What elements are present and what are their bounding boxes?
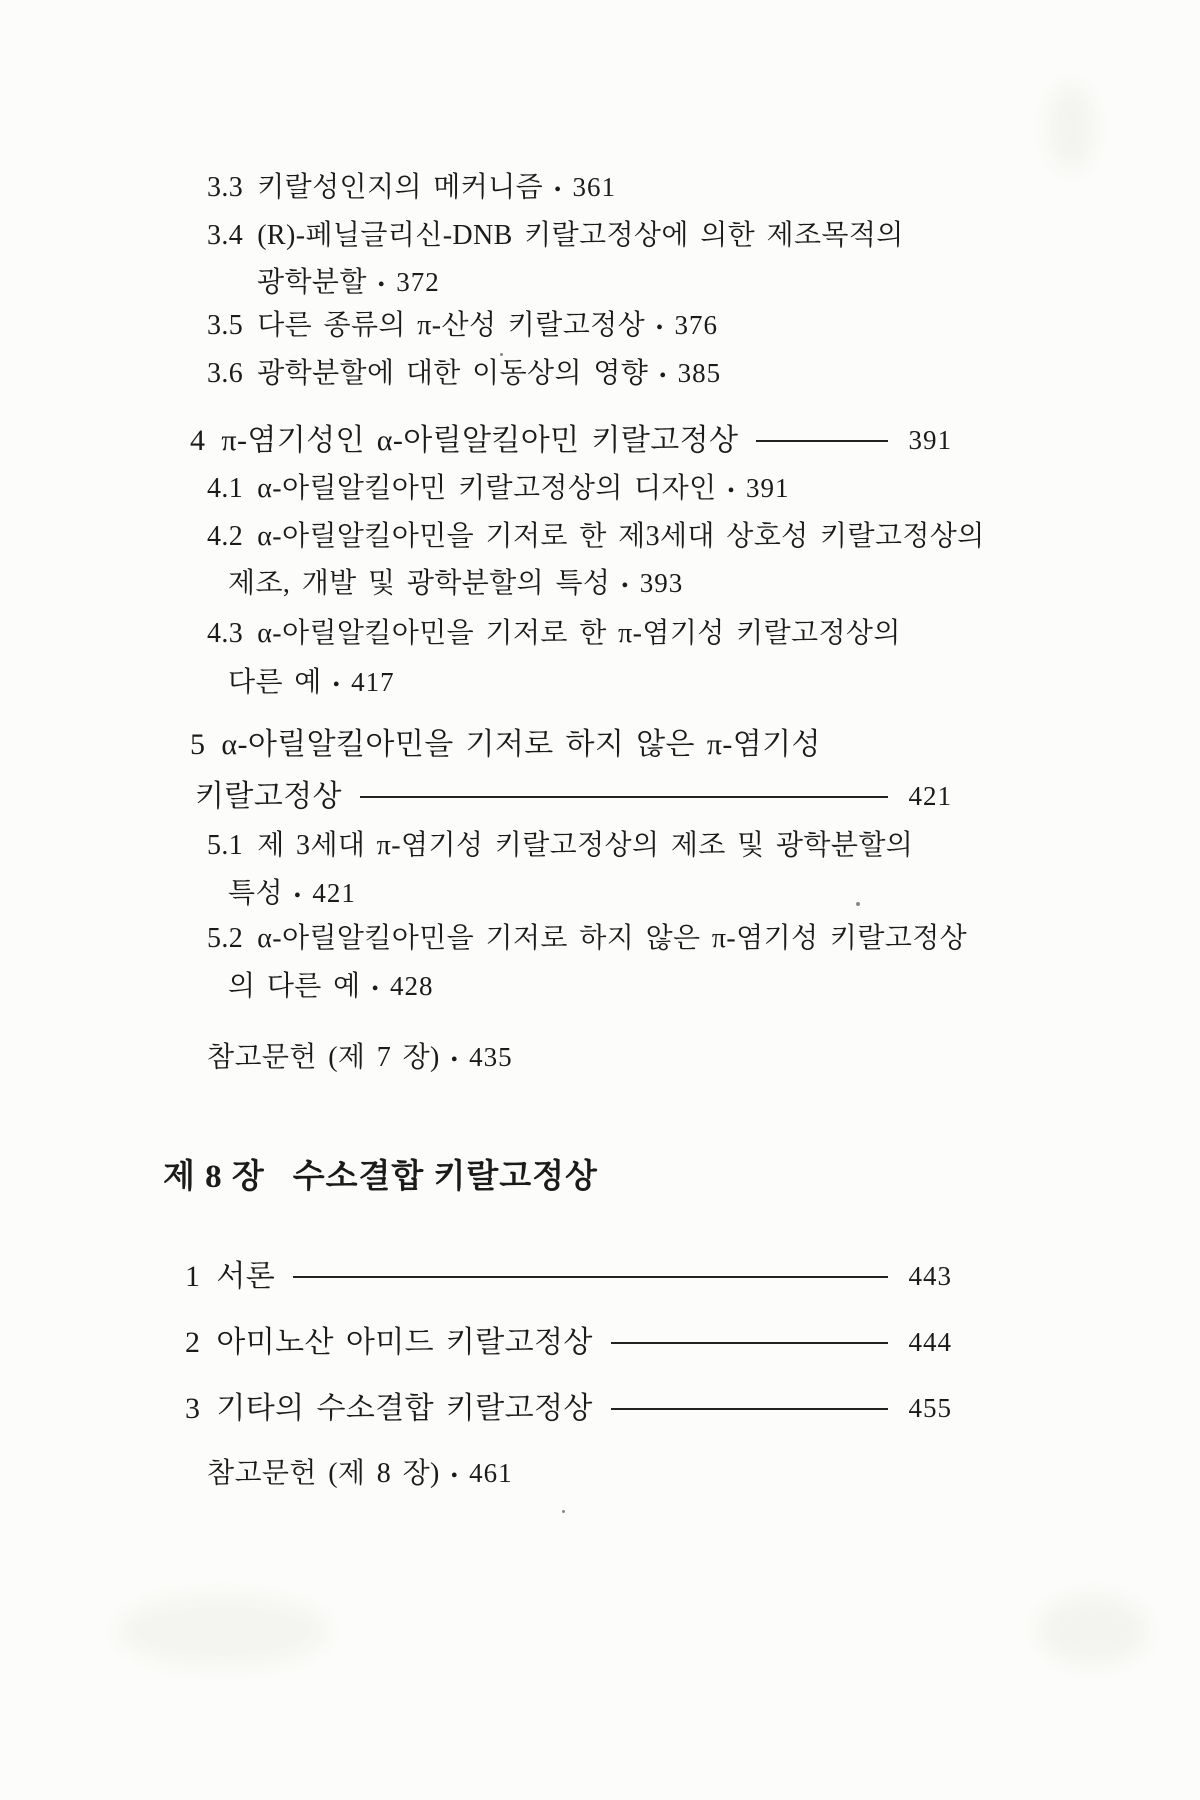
entry-page: 391: [908, 424, 952, 455]
entry-number: 1: [185, 1260, 201, 1293]
chapter-heading: [163, 1150, 598, 1197]
entry-page: 372: [396, 267, 440, 297]
leader-line: [360, 796, 888, 798]
entry-page: 461: [469, 1458, 513, 1488]
toc-entry-continuation: [228, 969, 434, 1004]
entry-page: 385: [677, 358, 722, 388]
entry-title: α-아릴알킬아민을 기저로 한 π-염기성 키랄고정상의: [257, 618, 901, 649]
entry-page: 444: [908, 1326, 952, 1357]
entry-title: 광학분할: [257, 267, 367, 298]
toc-entry-continuation: [195, 778, 952, 816]
entry-title: 의 다른 예: [228, 971, 361, 1002]
toc-entry: [207, 218, 904, 253]
toc-entry-continuation: [228, 566, 683, 601]
scan-artifact: [1038, 1595, 1148, 1665]
bullet-separator: •: [656, 317, 664, 339]
entry-title: (R)-페닐글리신-DNB 키랄고정상에 의한 제조목적의: [257, 220, 904, 251]
scan-speck: [856, 902, 860, 906]
toc-references-entry: [207, 1040, 513, 1075]
toc-entry: [190, 726, 821, 764]
chapter-title: 수소결합 키랄고정상: [292, 1159, 598, 1195]
entry-title: 기타의 수소결합 키랄고정상: [216, 1392, 593, 1425]
entry-number: 3: [185, 1392, 201, 1425]
entry-page: 421: [908, 780, 952, 811]
entry-page: 428: [390, 971, 434, 1001]
toc-entry-continuation: [257, 265, 440, 300]
toc-entry: [190, 422, 952, 460]
entry-title: 키랄성인지의 메커니즘: [257, 172, 544, 203]
entry-title: 아미노산 아미드 키랄고정상: [216, 1326, 593, 1359]
toc-entry: [185, 1324, 952, 1362]
entry-number: 3.6: [207, 358, 244, 389]
toc-entry: [185, 1390, 952, 1428]
entry-title: α-아릴알킬아민을 기저로 하지 않은 π-염기성: [221, 728, 821, 761]
toc-entry: [207, 519, 985, 554]
entry-number: 3.3: [207, 172, 244, 203]
entry-number: 2: [185, 1326, 201, 1359]
entry-page: 361: [572, 172, 616, 202]
toc-entry: [185, 1258, 952, 1296]
entry-number: 3.5: [207, 310, 244, 341]
leader-line: [756, 440, 888, 442]
entry-number: 3.4: [207, 220, 244, 251]
bullet-separator: •: [621, 575, 629, 597]
entry-number: 5.2: [207, 923, 244, 954]
entry-title: 제 3세대 π-염기성 키랄고정상의 제조 및 광학분할의: [257, 830, 914, 861]
entry-number: 4.1: [207, 473, 244, 504]
toc-entry: [207, 308, 718, 343]
entry-title: 광학분할에 대한 이동상의 영향: [257, 358, 649, 389]
leader-line: [611, 1342, 888, 1344]
toc-entry: [207, 471, 789, 506]
bullet-separator: •: [450, 1049, 459, 1071]
toc-entry: [207, 828, 913, 863]
entry-number: 5: [190, 728, 206, 761]
toc-entry: [207, 356, 721, 391]
scan-artifact: [118, 1595, 328, 1667]
leader-line: [611, 1408, 888, 1410]
toc-references-entry: [207, 1456, 513, 1491]
bullet-separator: •: [727, 480, 735, 502]
bullet-separator: •: [450, 1465, 459, 1487]
entry-page: 421: [312, 878, 356, 908]
bullet-separator: •: [371, 978, 379, 1000]
scan-artifact: [1048, 85, 1094, 170]
toc-entry: [207, 616, 901, 651]
chapter-number: 제 8 장: [163, 1159, 265, 1195]
entry-page: 417: [351, 667, 395, 697]
entry-page: 391: [745, 473, 790, 503]
entry-title: 다른 종류의 π-산성 키랄고정상: [257, 310, 646, 341]
toc-entry: [207, 170, 616, 205]
entry-title: 다른 예: [228, 667, 322, 698]
entry-title: 특성: [228, 878, 283, 909]
entry-number: 5.1: [207, 830, 244, 861]
toc-entry-continuation: [228, 876, 356, 911]
entry-page: 455: [908, 1392, 952, 1423]
entry-number: 4: [190, 424, 206, 457]
entry-title: 참고문헌 (제 8 장): [207, 1458, 440, 1489]
entry-title: π-염기성인 α-아릴알킬아민 키랄고정상: [221, 424, 739, 457]
bullet-separator: •: [554, 179, 562, 201]
entry-page: 443: [908, 1260, 952, 1291]
entry-page: 435: [469, 1042, 513, 1072]
toc-entry: [207, 921, 967, 956]
entry-title: 제조, 개발 및 광학분할의 특성: [228, 568, 611, 599]
entry-page: 393: [639, 568, 684, 598]
bullet-separator: •: [377, 274, 386, 296]
bullet-separator: •: [293, 885, 302, 907]
entry-title: 참고문헌 (제 7 장): [207, 1042, 440, 1073]
scan-speck: [562, 1510, 565, 1513]
entry-number: 4.2: [207, 521, 244, 552]
toc-entry-continuation: [228, 665, 395, 700]
bullet-separator: •: [659, 365, 667, 387]
bullet-separator: •: [332, 674, 341, 696]
leader-line: [293, 1276, 888, 1278]
entry-title: α-아릴알킬아민을 기저로 한 제3세대 상호성 키랄고정상의: [257, 521, 985, 552]
entry-number: 4.3: [207, 618, 244, 649]
entry-title: α-아릴알킬아민을 기저로 하지 않은 π-염기성 키랄고정상: [257, 923, 968, 954]
entry-title: 키랄고정상: [195, 780, 342, 813]
entry-title: 서론: [216, 1260, 276, 1293]
entry-title: α-아릴알킬아민 키랄고정상의 디자인: [257, 473, 717, 504]
entry-page: 376: [674, 310, 718, 340]
